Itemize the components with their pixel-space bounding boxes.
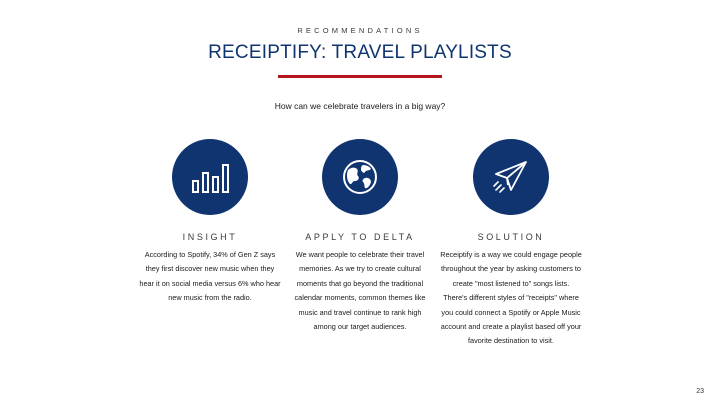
slide-subtitle: How can we celebrate travelers in a big way?	[274, 101, 446, 111]
apply-to-delta-column	[285, 139, 435, 334]
insight-body: According to Spotify, 34% of Gen Z says they first discover new music when they hear it on social media versus 6% who hear new music from the radio.	[139, 250, 281, 303]
solution-icon-circle	[473, 139, 549, 215]
page-number: 23	[696, 388, 704, 395]
solution-heading: SOLUTION	[477, 232, 545, 242]
slide-title: RECEIPTIFY: TRAVEL PLAYLISTS	[208, 42, 512, 63]
apply-icon-circle	[322, 139, 398, 215]
globe-icon	[340, 157, 380, 197]
section-eyebrow: RECOMMENDATIONS	[297, 26, 423, 35]
insight-icon-circle	[172, 139, 248, 215]
apply-to-delta-heading: APPLY TO DELTA	[305, 232, 415, 242]
paper-plane-icon	[491, 157, 531, 197]
insight-heading: INSIGHT	[182, 232, 238, 242]
solution-column	[436, 139, 586, 349]
insight-column	[135, 139, 285, 306]
solution-body: Receiptify is a way we could engage people throughout the year by asking customers to create "most listened to" songs lists. There's different styles of "receipts" where you could connect a Spotify or Apple Music account and create a playlist based off your favorite destination to visit.	[440, 250, 582, 346]
bar-chart-icon	[190, 159, 230, 195]
title-underline	[278, 75, 442, 78]
apply-to-delta-body: We want people to celebrate their travel memories. As we try to create cultural moments that go beyond the traditional calendar moments, common themes like music and travel continue to rank high among our target audiences.	[294, 250, 426, 332]
